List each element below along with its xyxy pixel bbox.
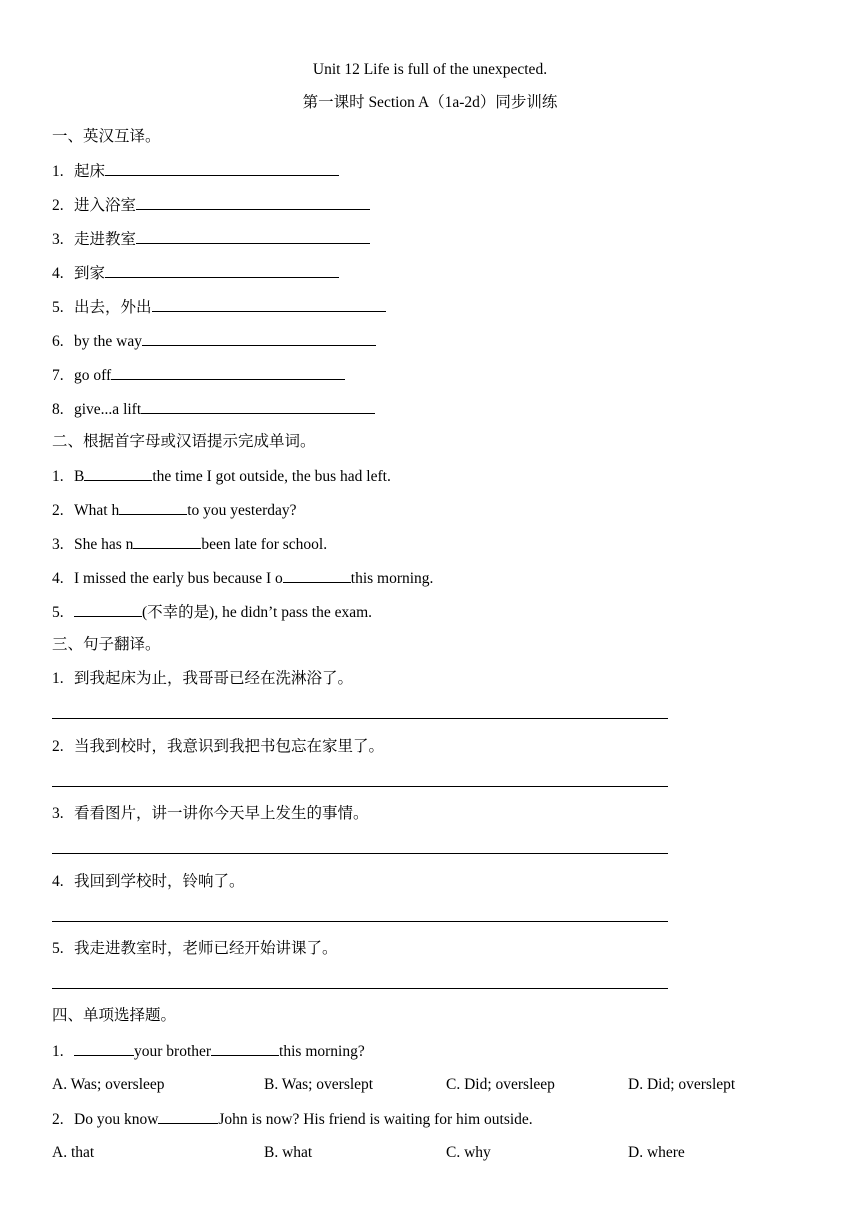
list-item: 2. 进入浴室 xyxy=(52,195,370,216)
answer-blank[interactable] xyxy=(74,1041,134,1056)
section1-heading: 一、英汉互译。 xyxy=(52,128,161,145)
list-item: 2. 当我到校时，我意识到我把书包忘在家里了。 xyxy=(52,738,385,755)
answer-blank[interactable] xyxy=(105,161,339,176)
option-c[interactable]: C. Did; oversleep xyxy=(446,1076,555,1093)
list-item: 1. 起床 xyxy=(52,161,339,182)
answer-line[interactable] xyxy=(52,786,668,787)
answer-blank[interactable] xyxy=(133,534,201,549)
list-item: 5. 出去，外出 xyxy=(52,297,386,318)
question-1: 1. your brother this morning? xyxy=(52,1043,365,1060)
list-item: 1. 到我起床为止，我哥哥已经在洗淋浴了。 xyxy=(52,670,354,687)
option-a[interactable]: A. that xyxy=(52,1144,95,1161)
answer-line[interactable] xyxy=(52,718,668,719)
option-d[interactable]: D. Did; overslept xyxy=(628,1076,736,1093)
option-c[interactable]: C. why xyxy=(446,1144,491,1161)
answer-blank[interactable] xyxy=(74,602,142,617)
answer-blank[interactable] xyxy=(119,500,187,515)
section2-heading: 二、根据首字母或汉语提示完成单词。 xyxy=(52,433,316,450)
page-title: Unit 12 Life is full of the unexpected. xyxy=(312,61,548,78)
list-item: 5. (不幸的是), he didn’t pass the exam. xyxy=(52,604,373,621)
list-item: 4. 我回到学校时，铃响了。 xyxy=(52,873,245,890)
answer-blank[interactable] xyxy=(141,399,375,414)
answer-line[interactable] xyxy=(52,921,668,922)
answer-blank[interactable] xyxy=(105,263,339,278)
list-item: 7. go off xyxy=(52,365,345,386)
answer-blank[interactable] xyxy=(111,365,345,380)
answer-line[interactable] xyxy=(52,853,668,854)
list-item: 4. 到家 xyxy=(52,263,339,284)
list-item: 4. I missed the early bus because I o this morning. xyxy=(52,570,434,587)
list-item: 3. 看看图片，讲一讲你今天早上发生的事情。 xyxy=(52,805,369,822)
list-item: 3. She has n been late for school. xyxy=(52,536,328,553)
question-2: 2. Do you know John is now? His friend is waiting for him outside. xyxy=(52,1111,533,1128)
list-item: 6. by the way xyxy=(52,331,376,352)
list-item: 5. 我走进教室时，老师已经开始讲课了。 xyxy=(52,940,338,957)
option-d[interactable]: D. where xyxy=(628,1144,685,1161)
answer-line[interactable] xyxy=(52,988,668,989)
section3-heading: 三、句子翻译。 xyxy=(52,636,161,653)
option-a[interactable]: A. Was; oversleep xyxy=(52,1076,165,1093)
answer-blank[interactable] xyxy=(142,331,376,346)
section4-heading: 四、单项选择题。 xyxy=(52,1007,177,1024)
answer-blank[interactable] xyxy=(158,1109,218,1124)
answer-blank[interactable] xyxy=(136,195,370,210)
list-item: 1. B the time I got outside, the bus had left. xyxy=(52,468,391,485)
list-item: 2. What h to you yesterday? xyxy=(52,502,297,519)
option-b[interactable]: B. Was; overslept xyxy=(264,1076,374,1093)
list-item: 8. give...a lift xyxy=(52,399,375,420)
answer-blank[interactable] xyxy=(283,568,351,583)
answer-blank[interactable] xyxy=(211,1041,279,1056)
option-b[interactable]: B. what xyxy=(264,1144,313,1161)
list-item: 3. 走进教室 xyxy=(52,229,370,250)
answer-blank[interactable] xyxy=(136,229,370,244)
answer-blank[interactable] xyxy=(152,297,386,312)
answer-blank[interactable] xyxy=(84,466,152,481)
page-subtitle: 第一课时 Section A（1a-2d）同步训练 xyxy=(302,94,558,111)
